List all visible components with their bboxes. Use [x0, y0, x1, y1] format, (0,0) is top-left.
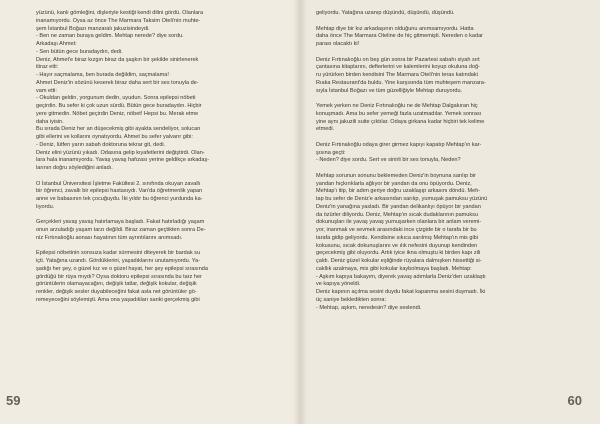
right-text-column [316, 10, 568, 312]
text-line: Ahmet Deniz'in sözünü keserek biraz daha sert bir ses tonuyla de- [36, 79, 199, 86]
text-line: remeyeceğini söylemişti. Ama ona yaşadıkları sanki gerçekmiş gibi [36, 296, 200, 303]
text-line: Deniz Fırtınalıoğlu on beş gün sonra bir Pazartesi sabahı siyah sırt [316, 56, 480, 63]
text-line: lara hala inanamıyordu. Yavaş yavaş hafızası yerine geldikçe arkadaş- [36, 157, 210, 164]
text-line: Deniz Fırtınalıoğlu odaya girer girmez kapıyı kapatıp Mehtap'ın kar- [316, 141, 482, 148]
text-line: - Aşkım kapıya bakayım, diyerek yavaş adımlarla Deniz'den uzaklaştı [316, 273, 486, 280]
text-line: lıyordu. [36, 203, 55, 210]
text-line: Deniz'in yanağına yasladı. Bir yandan delikanlıyı öpüyor bir yandan [316, 203, 481, 210]
text-line: parası olacaktı ki! [316, 41, 360, 47]
text-line: anne ve babasının tek çocuğuydu. İki yıldır bu öğrenci yurdunda ka- [36, 196, 203, 202]
text-line: - Neden? diye sordu. Sert ve sinirli bir ses tonuyla, Neden? [316, 157, 461, 164]
text-line: Deniz kapının açılma sesini duydu fakat kapanma sesini duymadı. İki [316, 289, 486, 295]
text-line: ru yürürken birden kendisini The Marmara Oteli'nin teras katındaki [316, 72, 478, 78]
text-line: - Okuldan geldin, yorgunum dedin, uyudun. Sonra epilepsi nöbeti [36, 95, 196, 102]
text-line: larının doğru söylediğini anladı. [36, 165, 113, 171]
right-page-number: 60 [567, 393, 582, 408]
text-line: Arkadaşı Ahmet: [36, 41, 77, 47]
left-page-number: 59 [6, 393, 21, 408]
text-line: inanamıyordu. Oysa az önce The Marmara Taksim Oteli'nin muhte- [36, 17, 201, 24]
text-line: Mehtap sorunun sonunu beklemeden Deniz'in boynuna sarılıp bir [316, 172, 476, 179]
text-line: - Hayır saçmalama, ben burada değildim, saçmalama! [36, 72, 169, 78]
text-line: gibi ellerini ve kollarını oynatıyordu. Ahmet bu sefer yalvarır gibi: [36, 134, 193, 140]
paragraph-gap [316, 95, 568, 103]
text-line: içti. Yatağına uzandı. Gördüklerini, yaşadıklarını unutamıyordu. Ya- [36, 258, 200, 264]
text-line: şısına geçti: [316, 149, 346, 156]
text-line: şem İstanbul Boğazı manzaralı jakuzisindeydi. [36, 25, 150, 32]
text-line: Deniz, Ahmet'e biraz kızgın biraz da şaşkın bir şekilde sinirlenerek [36, 56, 199, 63]
text-line: konuşmadı. Ama bu sefer yemeği fazla uzatmadılar. Yemek sonrası [316, 110, 482, 117]
text-line: dokunuşları ile yavaş yavaş yumuşarken olanlara bir anlam veremi- [316, 219, 482, 226]
paragraph-gap [316, 18, 568, 26]
paragraph-gap [316, 165, 568, 173]
book-gutter [293, 0, 307, 424]
text-line: Mehtap diye bir kız arkadaşının olduğunu anımsamıyordu. Hatta [316, 25, 474, 32]
text-line: kokusunu, sıcak dokunuşlarını ve ılık nefesini duyunup kendinden [316, 242, 478, 249]
text-line: - Deniz, lütfen yarın sabah doktoruna tekrar git, dedi. [36, 141, 166, 148]
text-line: - Sen bütün gece buradaydın, dedi. [36, 48, 123, 55]
text-line: Rıaka Restaurant'da buldu. Yine karşısında tüm muhteşem manzara- [316, 79, 486, 86]
text-line: renkler, değişik sesler duyabileceğini fakat asla net görüntüler gö- [36, 289, 197, 295]
text-line: üç saniye bekledikten sonra: [316, 296, 386, 303]
text-line: geçecekmiş gibi oluyordu. Artık iyice ikna olmuştu ki birden kapı zili [316, 250, 481, 257]
right-page [300, 0, 600, 424]
paragraph-gap [316, 134, 568, 142]
text-line: ve kapıya yöneldi. [316, 281, 361, 288]
text-line: Deniz elini yüzünü yıkadı. Odasına gelip kıyafetlerini değiştirdi. Olan- [36, 149, 205, 156]
text-line: Epilepsi nöbetinin sonsuza kadar sürmesini diteyerek bir bardak su [36, 250, 201, 257]
text-line: itiraz etti: [36, 64, 59, 71]
text-line: gördüğü bir rüya mıydı? Oysa doktoru epilepsi sırasında bu tarz her [36, 273, 202, 280]
text-line: geçirdin. Bu sefer ki çok uzun sürdü. Bütün gece buradaydın. Hiçbir [36, 103, 202, 109]
paragraph-gap [36, 212, 284, 220]
text-line: yere gitmedin. Nöbet geçirdin Deniz, nöbet! Hepsi bu. Merak etme [36, 110, 199, 117]
paragraph-gap [316, 49, 568, 57]
text-line: da özürler diliyordu. Deniz, Mehtap'ın sıcak dudaklarının pamuksu [316, 211, 479, 218]
text-line: geliyordu. Yatağına uzanıp düşündü, düşündü, düşündü. [316, 10, 455, 16]
text-line: Gerçekleri yavaş yavaş hatırlamaya başladı. Fakat hatırladığı yaşam [36, 219, 205, 226]
text-line: Mehtap'ı itip, bir adım geriye doğru uzaklaşıp arkasını döndü. Meh- [316, 188, 481, 195]
text-line: görüntülerin olamayacağını, değişik tatlar, değişik kokular, değişik [36, 281, 197, 288]
text-line: cakllık azalmaya, mis gibi kokular kaybolmaya başladı. Mehtap: [316, 265, 472, 272]
text-line: Bu sırada Deniz her an düşecekmiş gibi ayakta sendeliyor, solucan [36, 126, 201, 133]
paragraph-gap [36, 243, 284, 251]
text-line: daha iyisin. [36, 118, 64, 125]
text-line: - Mehtap, aşkım, neredesin? diye seslendi. [316, 304, 422, 311]
text-line: bir öğrenci, zavallı bir epilepsi hastasıydı. Van'da öğretmenlik yapan [36, 188, 203, 195]
text-line: daha önce The Marmara Oteline de hiç gitmemişti. Nereden o kadar [316, 33, 484, 40]
text-line: yandan hıçkırıklarla ağlıyor bir yandan da onu öpüyordu. Deniz, [316, 180, 472, 187]
text-line: - Ben ne zaman buraya geldim. Mehtap nerede? diye sordu. [36, 33, 184, 40]
text-line: etmedi. [316, 126, 335, 133]
text-line: çaldı. Deniz güzel kokular eşliğinde rüyalara dalmışken hissettiği si- [316, 258, 482, 264]
text-line: yüzünü, kanlı gömleğini, dişleriyle kestiği kendi dilini gördü. Olanlara [36, 10, 204, 16]
text-line: sıyla İstanbul Boğazı ve tüm güzelliğiyle Mehtap duruyordu. [316, 87, 463, 94]
text-line: vam etti: [36, 87, 57, 94]
paragraph-gap [36, 173, 284, 181]
text-line: yine aynı jakuzili suite çıktılar. Odaya girkana kadar hiçbiri tek kelime [316, 118, 485, 125]
text-line: şadığı her şey, o güzel kız ve o güzel hayat, her şey epilepsi sırasında [36, 265, 208, 272]
text-line: yor, inanmak ve sevmek arasındaki ince çizgide bir o tarafa bir bu [316, 227, 477, 233]
text-line: onun arzuladığı yaşam tarzı değildi. Biraz zaman geçtikten sonra De- [36, 227, 206, 233]
text-line: çantasına kitaplarını, defterlerini ve kalemlerini koyup okuluna doğ- [316, 64, 481, 71]
text-line: tap bu sefer de Deniz'e arkasından sarılıp, yumuşak pamuksu yüzünü [316, 196, 488, 202]
text-line: tarafa gidip geliyordu. Kendisine sıkıca sarılmış Mehtap'ın mis gibi [316, 234, 478, 241]
text-line: niz Fırtınalıoğlu aonası hayatının tüm ayrıntılarını anımsadı. [36, 234, 183, 241]
text-line: O İstanbul Üniversitesi İşletme Fakültesi 2. sınıfında okuyan zavallı [36, 180, 201, 187]
left-text-column [36, 10, 284, 305]
text-line: Yemek yerken ne Deniz Fırtınalıoğlu ne de Mehtap Dalgakıran hiç [316, 103, 478, 109]
